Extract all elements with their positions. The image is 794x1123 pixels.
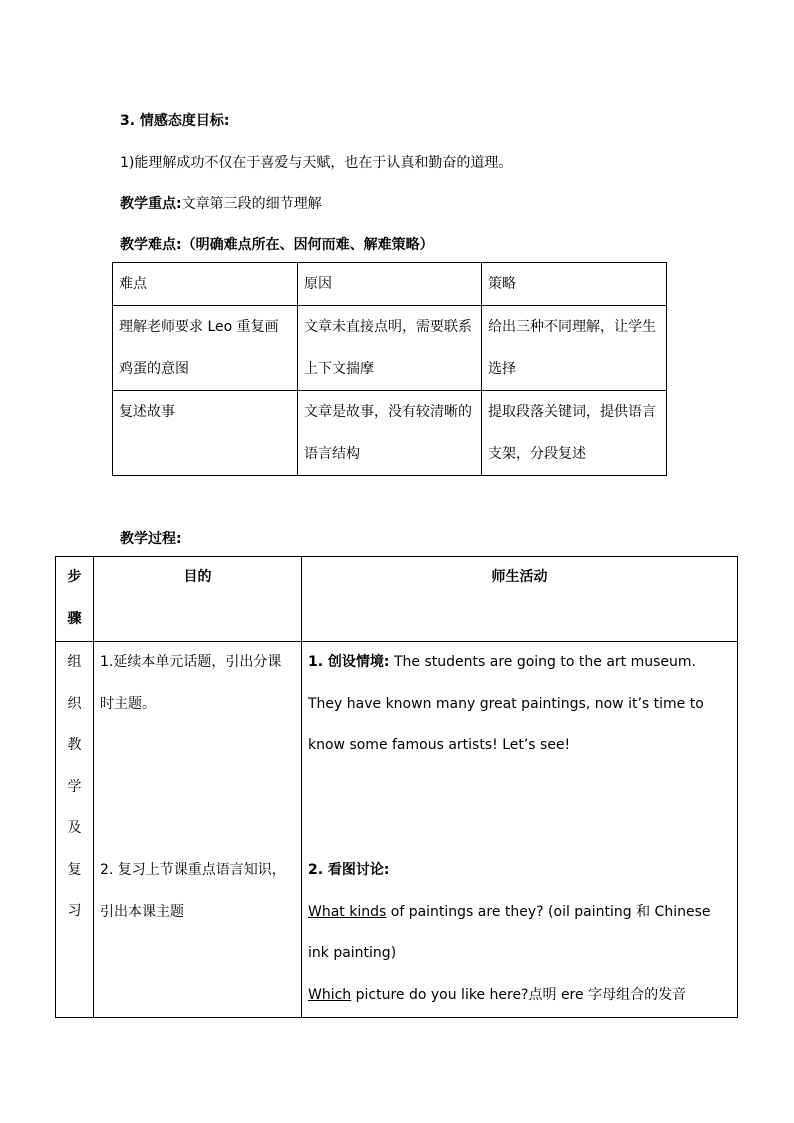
underlined-phrase: What kinds [308, 903, 387, 920]
activity-2-question-1 [308, 892, 731, 975]
header-cell-step [56, 557, 94, 642]
process-heading: 教学过程: [120, 531, 182, 547]
purpose-item-1: 1.延续本单元话题，引出分课时主题。 [100, 654, 282, 712]
difficulty-table [112, 262, 667, 476]
purpose-item-2: 2. 复习上节课重点语言知识，引出本课主题 [100, 862, 286, 920]
step-char: 教 [67, 737, 82, 753]
header-cell-difficulty: 难点 [113, 263, 298, 306]
header-cell-reason: 原因 [298, 263, 482, 306]
key-point-text: 文章第三段的细节理解 [181, 196, 322, 212]
step-char: 组 [67, 654, 82, 670]
table-row [56, 642, 738, 1018]
difficulty-heading: 教学难点:（明确难点所在、因何而难、解难策略） [120, 237, 434, 253]
step-char: 学 [67, 778, 82, 795]
table-cell: 提取段落关键词，提供语言支架，分段复述 [482, 391, 667, 476]
table-row [113, 306, 667, 391]
affective-goal-item: 1)能理解成功不仅在于喜爱与天赋，也在于认真和勤奋的道理。 [120, 155, 513, 171]
key-point-label: 教学重点: [120, 196, 182, 212]
table-cell: 复述故事 [113, 391, 298, 476]
activity-item-1 [308, 642, 731, 850]
table-cell: 给出三种不同理解，让学生选择 [482, 306, 667, 391]
header-step-text: 步骤 [67, 569, 82, 627]
activity-cell [302, 642, 738, 1018]
section-heading-affective-goals: 3. 情感态度目标: [120, 113, 230, 129]
table-header-row [56, 557, 738, 642]
key-point-line [120, 193, 322, 213]
header-cell-activity: 师生活动 [302, 557, 738, 642]
table-cell: 文章未直接点明，需要联系上下文揣摩 [298, 306, 482, 391]
header-cell-purpose: 目的 [94, 557, 302, 642]
table-cell: 理解老师要求 Leo 重复画鸡蛋的意图 [113, 306, 298, 391]
header-cell-strategy: 策略 [482, 263, 667, 306]
activity-1-text: The students are going to the art museum. They have known many great paintings, now it’s time to know some famous artists! Let’s see! [308, 654, 704, 753]
question-text: of paintings are they? (oil painting 和 Chinese ink painting) [308, 903, 711, 961]
question-text: picture do you like here?点明 ere 字母组合的发音 [351, 986, 687, 1003]
table-cell: 文章是故事，没有较清晰的语言结构 [298, 391, 482, 476]
step-char: 习 [67, 903, 82, 919]
step-cell [56, 642, 94, 1018]
activity-1-label: 1. 创设情境: [308, 654, 390, 670]
activity-2-label: 2. 看图讨论: [308, 862, 390, 878]
step-char: 织 [67, 695, 82, 712]
purpose-cell [94, 642, 302, 1018]
step-char: 复 [67, 861, 82, 878]
process-table [55, 556, 738, 1018]
underlined-phrase: Which [308, 986, 352, 1003]
step-char: 及 [67, 820, 82, 836]
table-header-row [113, 263, 667, 306]
table-row [113, 391, 667, 476]
activity-2-question-2 [308, 975, 731, 1017]
